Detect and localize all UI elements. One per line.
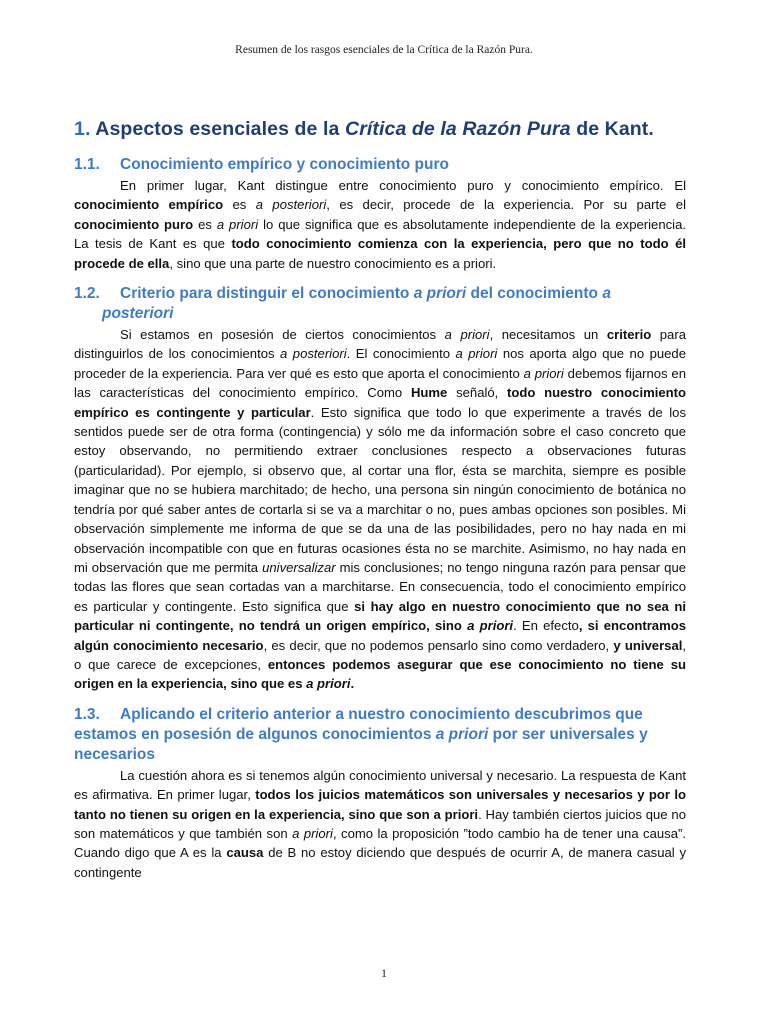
section-title-italic: posteriori: [102, 305, 174, 323]
text: , sino que una parte de nuestro conocimiento es a priori.: [169, 255, 497, 271]
text: . Esto significa que todo lo que experimente a través de los sentidos puede ser de otra forma (contingencia) y sólo me da información sobre el caso concreto que estoy observando, no permitiendo extraer conclusiones respecto a observaciones futuras (particularidad). Por ejemplo, si observo que, al cortar una flor, ésta se marchita, siempre es posible imaginar que no se hubiera marchitado; de hecho, una persona sin ningún conocimiento de botánica no tendría por qué saber antes de cortarla si se va a marchitar o no, pues ambas opciones son posibles. Mi observación simplemente me informa de que se da una de las posibilidades, pero no hay nada en mi observación incompatible con que en futuras ocasiones ésta no se marchite. Asimismo, no hay nada en mi observación que me permita: [74, 404, 687, 575]
text: debemos fijarnos en las características del conocimiento empírico. Como: [74, 365, 686, 401]
section-title: del conocimiento: [466, 285, 603, 303]
italic-text: a posteriori: [280, 346, 347, 362]
section-title: Conocimiento empírico y conocimiento puro: [120, 156, 449, 173]
running-header: Resumen de los rasgos esenciales de la Crítica de la Razón Pura.: [235, 44, 533, 56]
text: , es decir, procede de la experiencia. Por su parte el: [326, 197, 686, 213]
title-number: 1.: [74, 118, 91, 140]
section-1-2-paragraph: [74, 325, 686, 694]
bold-text: Hume: [410, 385, 448, 401]
text: , necesitamos un: [489, 327, 607, 343]
bold-text: criterio: [606, 327, 652, 343]
title-text-post: de Kant.: [576, 118, 654, 140]
text: mis conclusiones; no tengo ninguna razón para pensar que todas las flores que sean cortadas van a marchitarse. En consecuencia, todo el conocimiento empírico es particular y contingente. Esto significa que: [74, 559, 687, 614]
section-title: por ser universales y necesarios: [74, 725, 648, 763]
italic-text: a priori: [216, 216, 259, 232]
text: lo que significa que es absolutamente independiente de la experiencia. La tesis de Kant es que: [74, 216, 686, 252]
text: señaló,: [447, 385, 508, 401]
bold-text: todo conocimiento comienza con la experiencia, pero que no todo él procede de ella: [74, 236, 686, 271]
section-1-3-heading: [74, 705, 686, 765]
bold-text: si hay algo en nuestro conocimiento que no sea ni particular ni contingente, no tendrá un origen empírico, sino: [74, 598, 687, 634]
text: . En efecto: [513, 618, 579, 634]
bold-text: y universal: [613, 637, 683, 653]
bold-text: entonces podemos asegurar que ese conocimiento no tiene su origen en la experiencia, sino que es: [74, 656, 686, 692]
bold-text: conocimiento empírico: [74, 197, 224, 213]
section-title-italic: a priori: [435, 725, 489, 743]
text: La cuestión ahora es si tenemos algún conocimiento universal y necesario. La respuesta de Kant es afirmativa. En primer lugar,: [74, 767, 686, 803]
text: , es decir, que no podemos pensarlo sino como verdadero,: [263, 637, 614, 653]
text: nos aporta algo que no puede proceder de la experiencia. Para ver qué es esto que aporta el conocimiento: [74, 346, 686, 381]
text: para distinguirlos de los conocimientos: [74, 327, 686, 362]
text: En primer lugar, Kant distingue entre conocimiento puro y conocimiento empírico. El: [120, 178, 686, 193]
section-1-3-paragraph: [74, 766, 686, 882]
italic-text: a priori: [444, 327, 490, 343]
section-1-1-paragraph: [74, 176, 686, 273]
text: es: [193, 216, 217, 232]
bold-text: todos los juicios matemáticos son universales y necesarios y por lo tanto no tienen su origen en la experiencia, sino que son a priori: [74, 787, 686, 822]
text: es: [223, 197, 256, 213]
page-title: [74, 118, 686, 141]
bold-italic-text: a priori: [467, 618, 514, 634]
italic-text: universalizar: [262, 559, 336, 575]
section-1-2-heading: [74, 284, 686, 324]
section-title: Criterio para distinguir el conocimiento: [120, 285, 414, 303]
document-body: [74, 118, 686, 893]
title-book-name: Crítica de la Razón Pura: [345, 118, 571, 140]
text: . Hay también ciertos juicios que no son matemáticos y que también son: [74, 806, 686, 841]
section-number: 1.3.: [74, 705, 100, 723]
text: , como la proposición ”todo cambio ha de tener una causa”. Cuando digo que A es la: [74, 825, 687, 861]
section-number: 1.1.: [74, 156, 100, 173]
section-title: Aplicando el criterio anterior a nuestro conocimiento descubrimos que estamos en posesión de algunos conocimientos: [74, 705, 643, 743]
section-title-italic: a priori: [413, 285, 467, 303]
italic-text: a priori: [292, 825, 333, 841]
italic-text: a posteriori: [255, 197, 327, 213]
title-text-pre: Aspectos esenciales de la: [95, 118, 340, 140]
bold-text: .: [350, 676, 355, 692]
italic-text: a priori: [523, 365, 564, 381]
bold-text: conocimiento puro: [74, 216, 194, 232]
page-number: 1: [381, 966, 387, 980]
bold-text: todo nuestro conocimiento empírico es contingente y particular: [74, 385, 687, 420]
text: Si estamos en posesión de ciertos conocimientos: [120, 327, 445, 343]
text: de B no estoy diciendo que después de ocurrir A, de manera casual y contingente: [74, 845, 686, 880]
section-number: 1.2.: [74, 285, 100, 303]
italic-text: a priori: [455, 346, 498, 362]
text: , o que carece de excepciones,: [74, 637, 687, 672]
section-1-1-heading: [74, 155, 686, 175]
bold-text: , si encontramos algún conocimiento necesario: [74, 618, 686, 653]
bold-text: causa: [226, 845, 264, 861]
text: . El conocimiento: [346, 346, 456, 362]
section-title-italic: a: [602, 285, 611, 303]
bold-italic-text: a priori: [306, 676, 351, 692]
